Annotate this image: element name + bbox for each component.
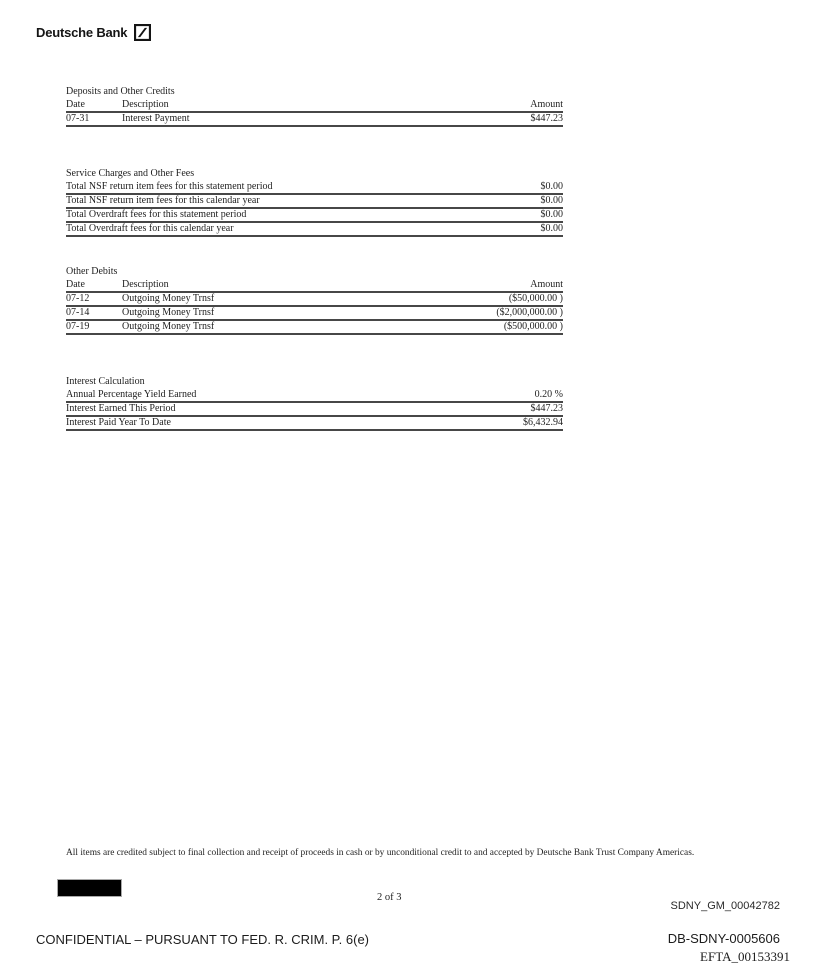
- brand-header: [36, 24, 151, 41]
- interest-calculation-section: [66, 375, 563, 431]
- table-row: [66, 321, 563, 335]
- service-charges-section: [66, 167, 563, 237]
- interest-value: $6,432.94: [523, 417, 563, 428]
- page-number: 2 of 3: [377, 892, 402, 903]
- fee-amount: $0.00: [540, 223, 563, 234]
- fee-label: Total Overdraft fees for this statement period: [66, 209, 247, 220]
- date-cell: 07-12: [66, 293, 90, 304]
- bates-number-db-sdny: DB-SDNY-0005606: [667, 931, 780, 946]
- fee-label: Total NSF return item fees for this calendar year: [66, 195, 260, 206]
- interest-label: Interest Paid Year To Date: [66, 417, 171, 428]
- fee-row: [66, 223, 563, 237]
- interest-label: Interest Earned This Period: [66, 403, 176, 414]
- section-title: Deposits and Other Credits: [66, 86, 175, 97]
- date-cell: 07-19: [66, 321, 90, 332]
- description-column-header: Description: [122, 99, 169, 110]
- date-column-header: Date: [66, 99, 85, 110]
- description-column-header: Description: [122, 279, 169, 290]
- interest-value: 0.20 %: [534, 389, 563, 400]
- redaction-box: [57, 879, 122, 897]
- table-header-row: [66, 279, 563, 293]
- table-row: [66, 113, 563, 127]
- fee-label: Total Overdraft fees for this calendar year: [66, 223, 234, 234]
- interest-row: [66, 417, 563, 431]
- footer-disclaimer: All items are credited subject to final collection and receipt of proceeds in cash or by unconditional credit to and accepted by Deutsche Bank Trust Company Americas.: [66, 848, 695, 858]
- fee-row: [66, 181, 563, 195]
- section-title: Interest Calculation: [66, 376, 145, 387]
- section-title: Service Charges and Other Fees: [66, 168, 195, 179]
- interest-label: Annual Percentage Yield Earned: [66, 389, 197, 400]
- amount-column-header: Amount: [530, 279, 563, 290]
- confidential-notice: CONFIDENTIAL – PURSUANT TO FED. R. CRIM. P. 6(e): [36, 932, 370, 947]
- interest-value: $447.23: [530, 403, 563, 414]
- fee-amount: $0.00: [540, 209, 563, 220]
- fee-label: Total NSF return item fees for this statement period: [66, 181, 273, 192]
- date-cell: 07-14: [66, 307, 90, 318]
- other-debits-section: [66, 265, 563, 335]
- description-cell: Outgoing Money Trnsf: [122, 321, 215, 332]
- amount-cell: $447.23: [530, 113, 563, 124]
- description-cell: Interest Payment: [122, 113, 190, 124]
- date-column-header: Date: [66, 279, 85, 290]
- interest-row: [66, 389, 563, 403]
- bates-number-sdny-gm: SDNY_GM_00042782: [670, 900, 780, 912]
- table-header-row: [66, 99, 563, 113]
- deposits-section: [66, 85, 563, 127]
- table-row: [66, 293, 563, 307]
- description-cell: Outgoing Money Trnsf: [122, 293, 215, 304]
- amount-cell: ($500,000.00 ): [503, 321, 563, 332]
- amount-cell: ($50,000.00 ): [508, 293, 563, 304]
- bates-number-efta: EFTA_00153391: [700, 949, 790, 964]
- fee-amount: $0.00: [540, 181, 563, 192]
- brand-name: Deutsche Bank: [36, 25, 128, 40]
- description-cell: Outgoing Money Trnsf: [122, 307, 215, 318]
- fee-row: [66, 209, 563, 223]
- amount-column-header: Amount: [530, 99, 563, 110]
- deutsche-bank-logo-icon: [134, 24, 151, 41]
- amount-cell: ($2,000,000.00 ): [496, 307, 563, 318]
- section-title: Other Debits: [66, 266, 118, 277]
- interest-row: [66, 403, 563, 417]
- fee-row: [66, 195, 563, 209]
- fee-amount: $0.00: [540, 195, 563, 206]
- date-cell: 07-31: [66, 113, 90, 124]
- table-row: [66, 307, 563, 321]
